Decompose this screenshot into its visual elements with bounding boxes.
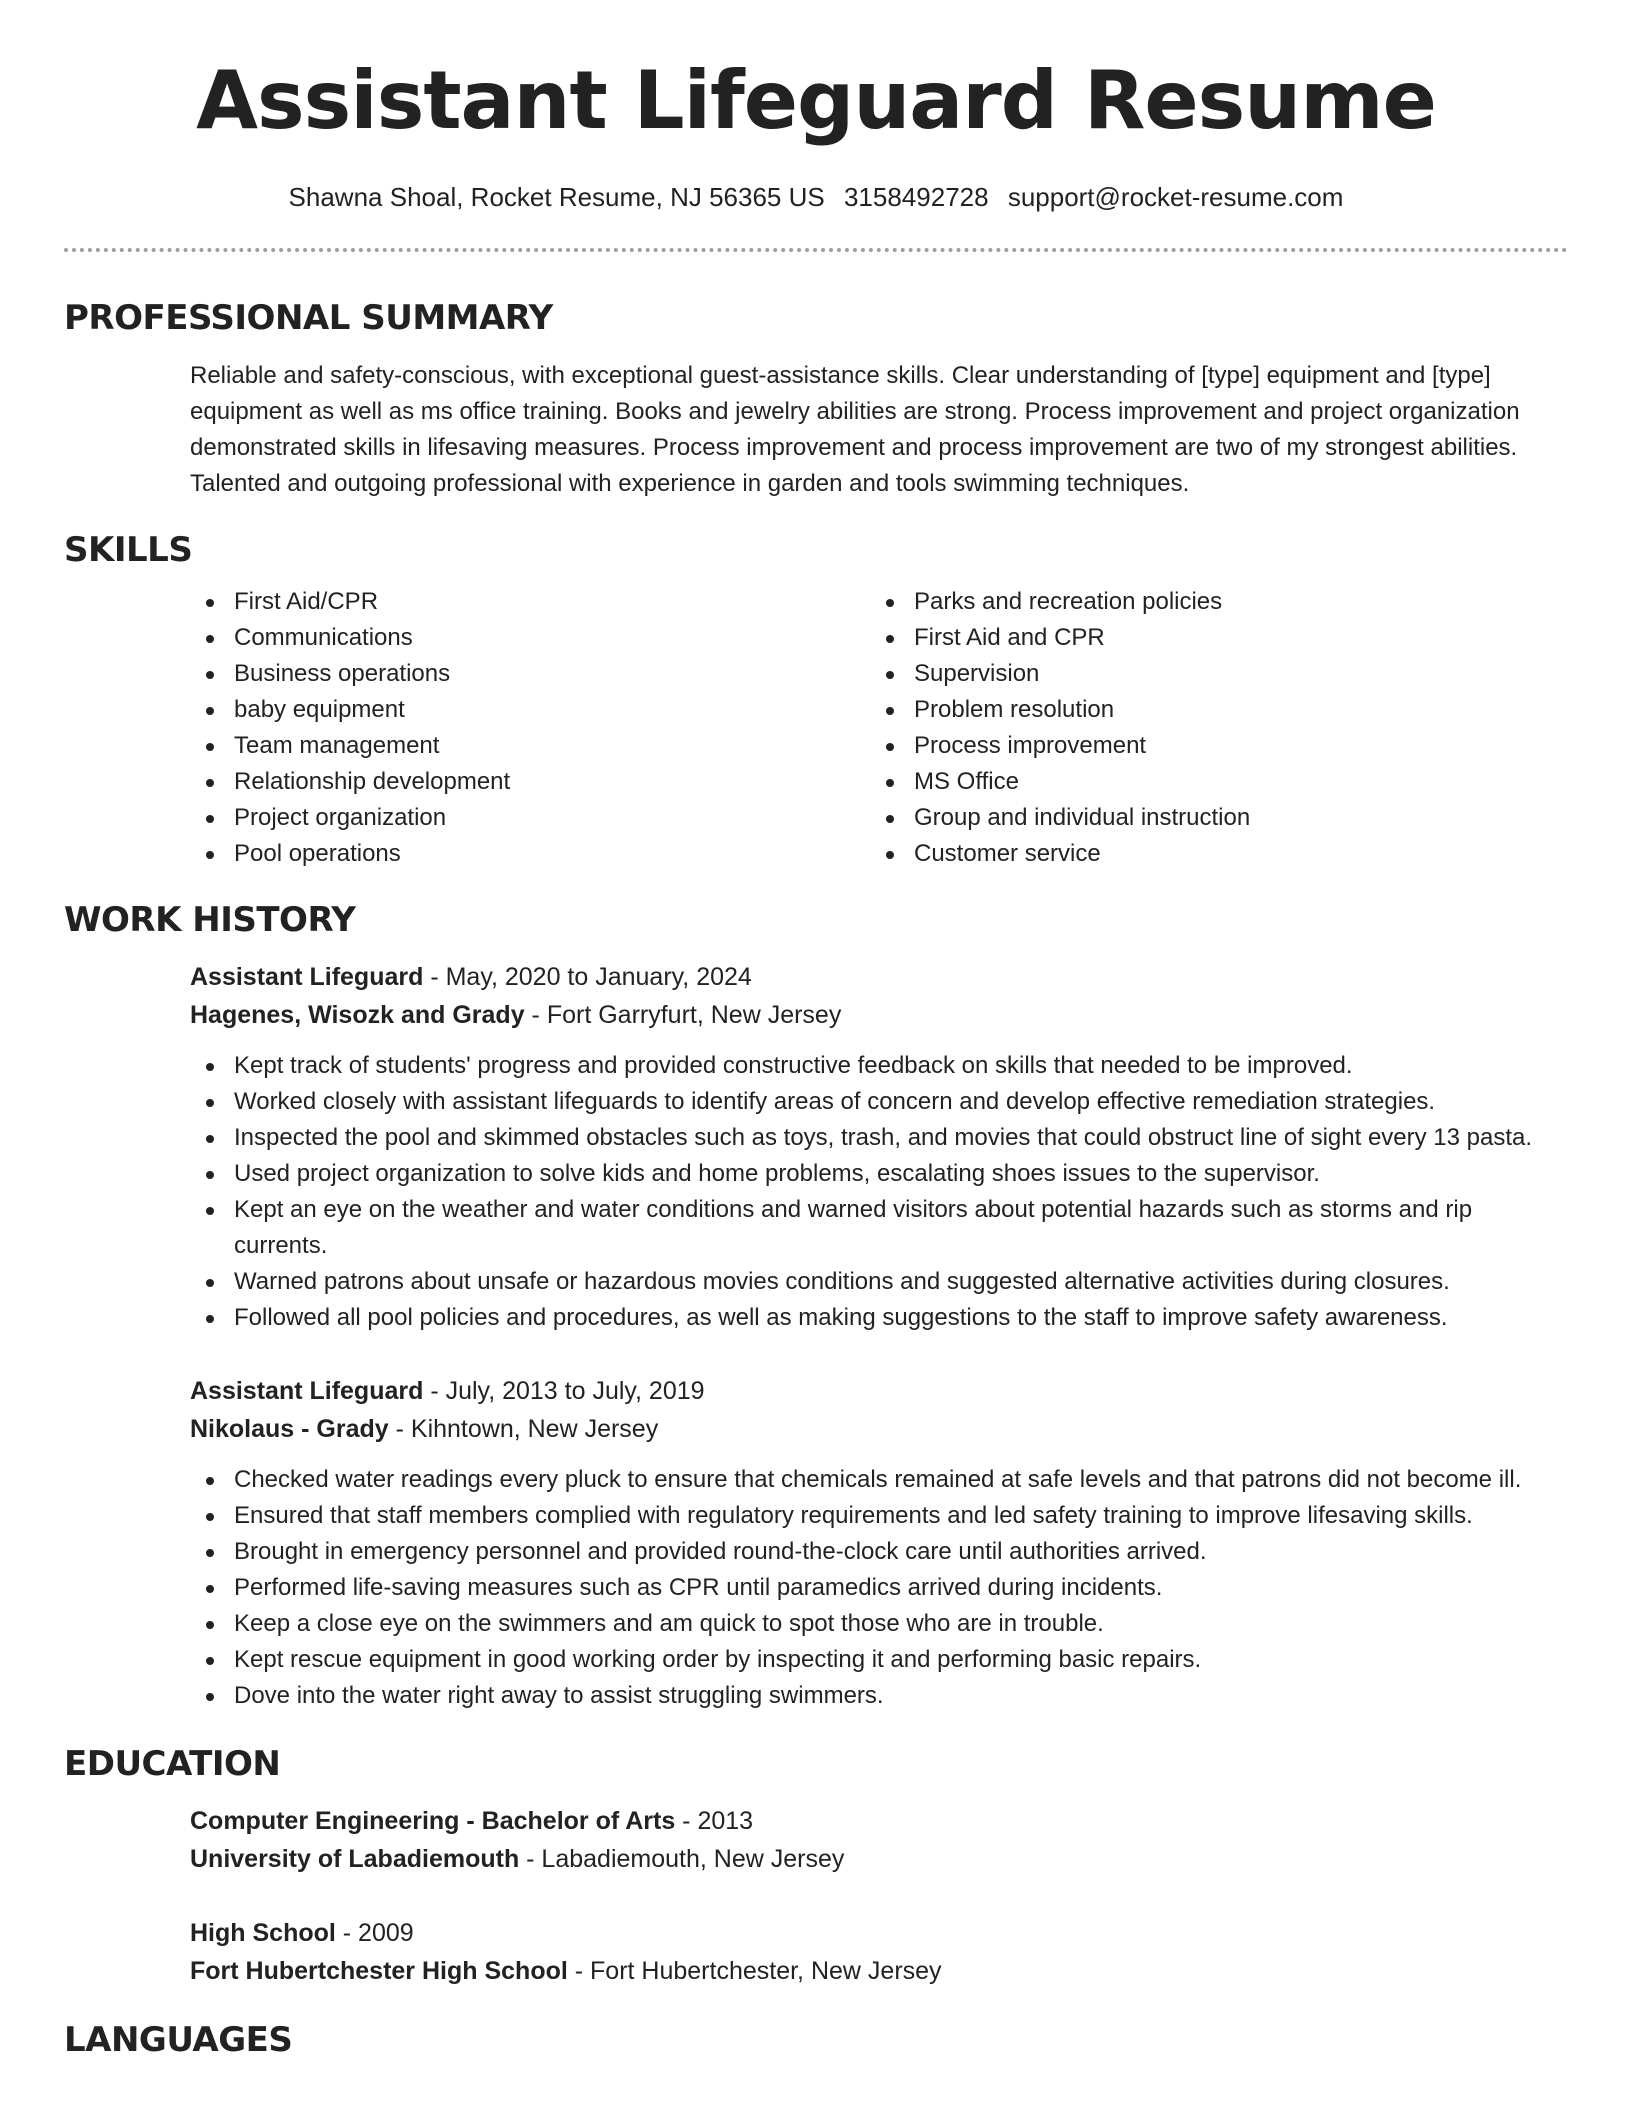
job-duty: Warned patrons about unsafe or hazardous movies conditions and suggested alternative activities during closures.: [190, 1264, 1568, 1300]
job-entry: [190, 1372, 1568, 1714]
job-title-line: [190, 1372, 1568, 1410]
education-school-line: [190, 1952, 1568, 1990]
skills-heading: SKILLS: [64, 530, 193, 570]
skill-item: First Aid/CPR: [190, 584, 870, 620]
job-dates: - May, 2020 to January, 2024: [423, 963, 752, 991]
skill-item: Problem resolution: [870, 692, 1550, 728]
job-title: Assistant Lifeguard: [190, 1377, 424, 1405]
summary-section: [64, 358, 1568, 502]
resume-title: Assistant Lifeguard Resume: [196, 54, 1436, 147]
job-duty: Kept an eye on the weather and water conditions and warned visitors about potential hazards such as storms and rip currents.: [190, 1192, 1568, 1264]
header-divider: [64, 248, 1568, 252]
job-duty: Keep a close eye on the swimmers and am quick to spot those who are in trouble.: [190, 1606, 1568, 1642]
education-degree-line: [190, 1802, 1568, 1840]
job-duty: Brought in emergency personnel and provided round-the-clock care until authorities arrived.: [190, 1534, 1568, 1570]
skills-column-right: [870, 584, 1550, 872]
job-company: Hagenes, Wisozk and Grady: [190, 1001, 525, 1029]
job-duty: Worked closely with assistant lifeguards to identify areas of concern and develop effective remediation strategies.: [190, 1084, 1568, 1120]
job-title-line: [190, 958, 1568, 996]
skill-item: Process improvement: [870, 728, 1550, 764]
languages-heading: LANGUAGES: [64, 2020, 293, 2060]
skill-item: Business operations: [190, 656, 870, 692]
skills-column-left: [190, 584, 870, 872]
job-duty: Performed life-saving measures such as CPR until paramedics arrived during incidents.: [190, 1570, 1568, 1606]
contact-phone: 3158492728: [843, 182, 989, 212]
job-duty: Dove into the water right away to assist struggling swimmers.: [190, 1678, 1568, 1714]
skill-item: Parks and recreation policies: [870, 584, 1550, 620]
job-duty: Ensured that staff members complied with regulatory requirements and led safety training to improve lifesaving skills.: [190, 1498, 1568, 1534]
skill-item: Pool operations: [190, 836, 870, 872]
skill-item: Communications: [190, 620, 870, 656]
work-history-section: [64, 958, 1568, 1714]
job-entry: [190, 958, 1568, 1336]
education-school-line: [190, 1840, 1568, 1878]
skill-item: First Aid and CPR: [870, 620, 1550, 656]
skills-section: [64, 584, 1568, 872]
job-duty: Inspected the pool and skimmed obstacles such as toys, trash, and movies that could obstruct line of sight every 13 pasta.: [190, 1120, 1568, 1156]
skills-grid: [190, 584, 1568, 872]
job-duties-list: [190, 1462, 1568, 1714]
education-section: [64, 1802, 1568, 1990]
job-duty: Followed all pool policies and procedures, as well as making suggestions to the staff to improve safety awareness.: [190, 1300, 1568, 1336]
summary-text: Reliable and safety-conscious, with exceptional guest-assistance skills. Clear understanding of [type] equipment and [type] equipment as well as ms office training. Books and jewelry abilities are strong. Process improvement and project organization demonstrated skills in lifesaving measures. Process improvement and process improvement are two of my strongest abilities. Talented and outgoing professional with experience in garden and tools swimming techniques.: [190, 362, 1520, 497]
education-degree: High School: [190, 1919, 336, 1947]
skill-item: Supervision: [870, 656, 1550, 692]
education-degree: Computer Engineering - Bachelor of Arts: [190, 1807, 676, 1835]
job-company-line: [190, 996, 1568, 1034]
job-dates: - July, 2013 to July, 2019: [423, 1377, 705, 1405]
job-duty: Kept rescue equipment in good working order by inspecting it and performing basic repairs.: [190, 1642, 1568, 1678]
education-year: - 2013: [675, 1807, 754, 1835]
education-school: University of Labadiemouth: [190, 1845, 520, 1873]
education-heading: EDUCATION: [64, 1744, 281, 1784]
job-company: Nikolaus - Grady: [190, 1415, 389, 1443]
skill-item: Relationship development: [190, 764, 870, 800]
job-title: Assistant Lifeguard: [190, 963, 424, 991]
education-location: - Labadiemouth, New Jersey: [519, 1845, 845, 1873]
education-school: Fort Hubertchester High School: [190, 1957, 568, 1985]
summary-heading: PROFESSIONAL SUMMARY: [64, 298, 553, 338]
job-duties-list: [190, 1048, 1568, 1336]
job-duty: Checked water readings every pluck to ensure that chemicals remained at safe levels and that patrons did not become ill.: [190, 1462, 1568, 1498]
job-location: - Kihntown, New Jersey: [388, 1415, 659, 1443]
education-entry: [190, 1914, 1568, 1990]
education-entry: [190, 1802, 1568, 1878]
contact-address: Shawna Shoal, Rocket Resume, NJ 56365 US: [288, 182, 825, 212]
job-company-line: [190, 1410, 1568, 1448]
education-location: - Fort Hubertchester, New Jersey: [567, 1957, 942, 1985]
skill-item: Project organization: [190, 800, 870, 836]
skill-item: baby equipment: [190, 692, 870, 728]
skill-item: Group and individual instruction: [870, 800, 1550, 836]
education-year: - 2009: [335, 1919, 414, 1947]
skill-item: Customer service: [870, 836, 1550, 872]
education-degree-line: [190, 1914, 1568, 1952]
skill-item: MS Office: [870, 764, 1550, 800]
work-history-heading: WORK HISTORY: [64, 900, 356, 940]
contact-email: support@rocket-resume.com: [1007, 182, 1344, 212]
job-duty: Kept track of students' progress and provided constructive feedback on skills that needed to be improved.: [190, 1048, 1568, 1084]
contact-line: [64, 180, 1568, 214]
job-location: - Fort Garryfurt, New Jersey: [524, 1001, 842, 1029]
skill-item: Team management: [190, 728, 870, 764]
job-duty: Used project organization to solve kids and home problems, escalating shoes issues to the supervisor.: [190, 1156, 1568, 1192]
